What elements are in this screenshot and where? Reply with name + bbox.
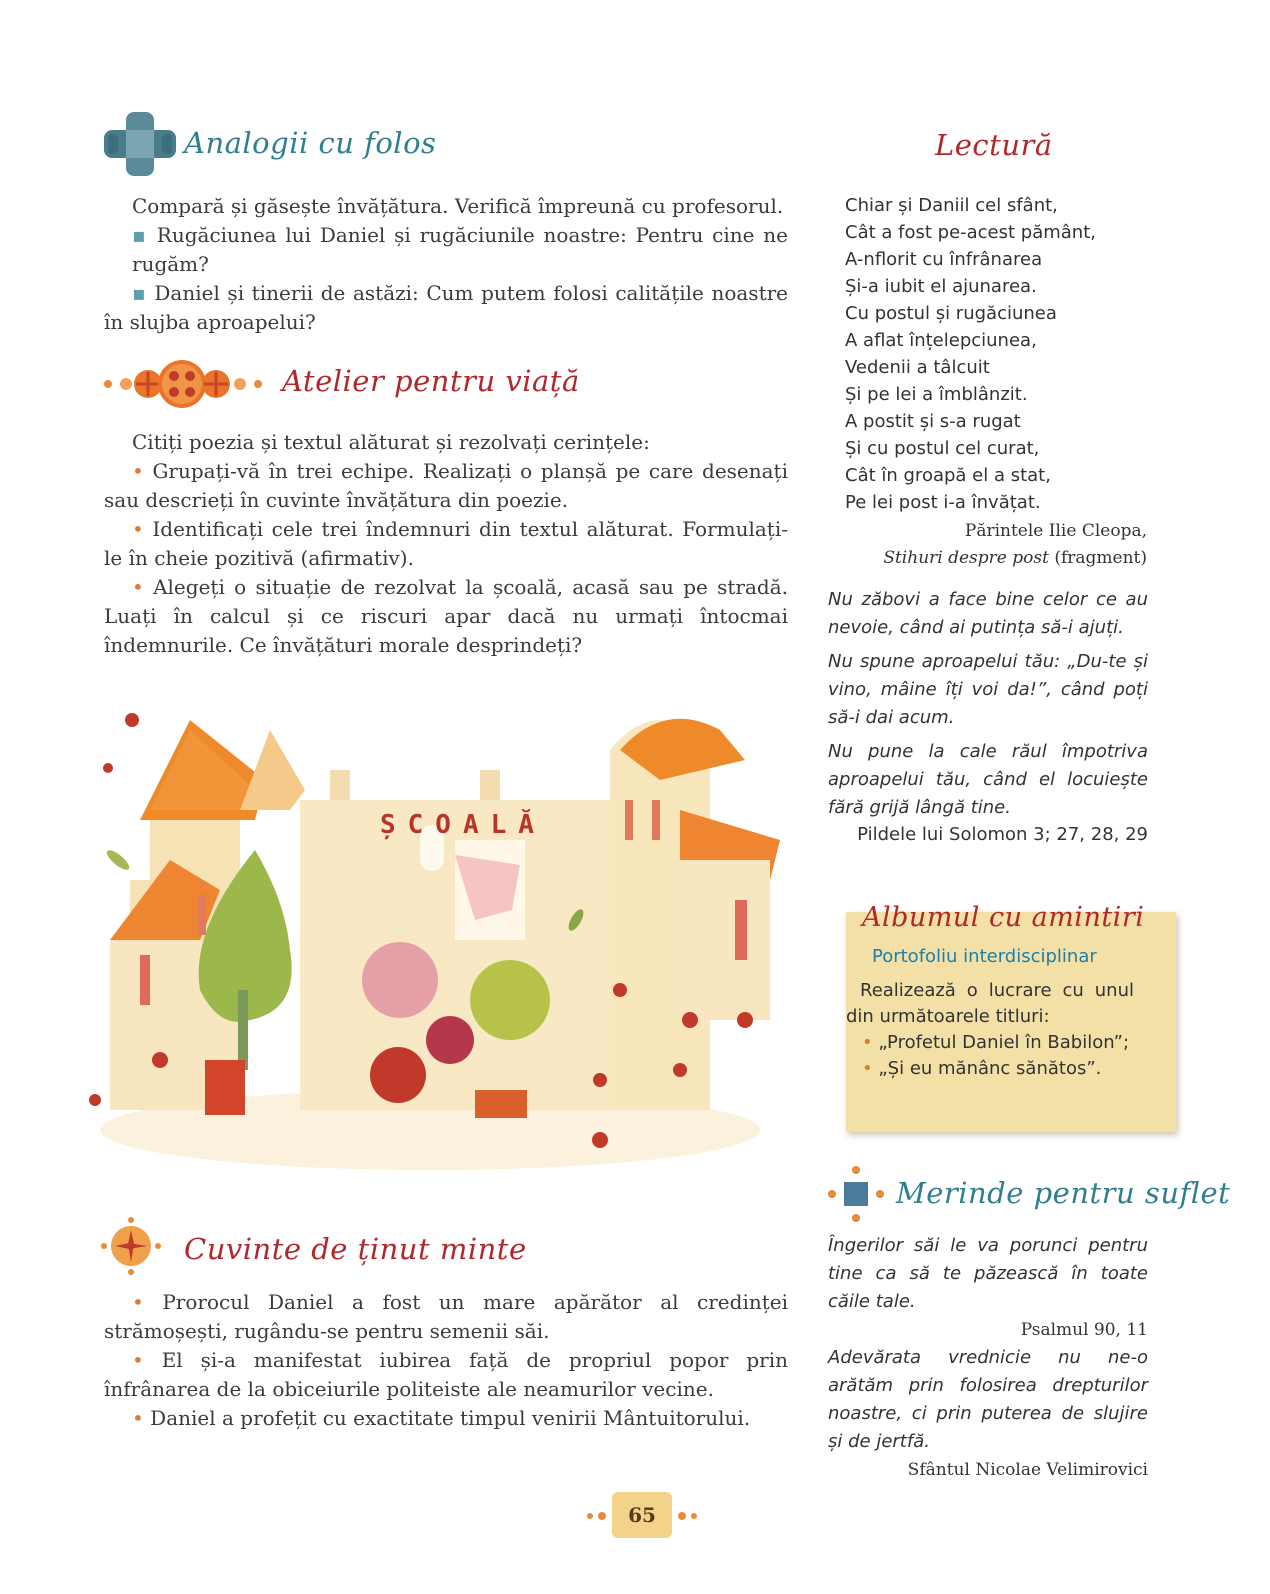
bullet-icon: • xyxy=(132,1406,151,1430)
album-subtitle: Portofoliu interdisciplinar xyxy=(872,946,1097,967)
proverb: Nu zăbovi a face bine celor ce au nevoie, când ai putința să-i ajuți. xyxy=(828,589,1148,638)
poem-line: A aflat înțelepciunea, xyxy=(845,330,1037,351)
list-item: • „Și eu mănânc sănătos”. xyxy=(862,1058,1102,1079)
merinde-quote: Îngerilor săi le va porunci pentru tine ca să te păzească în toate căile tale. xyxy=(828,1235,1148,1312)
analogii-icon xyxy=(104,112,176,176)
bullet-icon: ▪ xyxy=(132,281,155,305)
poem-line: A-nflorit cu înfrânarea xyxy=(845,249,1043,270)
atelier-intro: Citiți poezia și textul alăturat și rezolvați cerințele: xyxy=(132,430,650,454)
bullet-icon: • xyxy=(132,1290,163,1314)
cuvinte-ornament-icon xyxy=(100,1216,162,1276)
bullet-icon: • xyxy=(862,1032,879,1053)
poem-line: Chiar și Daniil cel sfânt, xyxy=(845,195,1058,216)
list-item: • Prorocul Daniel a fost un mare apărător al credinței strămoșești, rugându-se pentru semenii săi. xyxy=(104,1290,788,1343)
proverb: Nu spune aproapelui tău: „Du-te și vino, mâine îți voi da!”, când poți să-i dai acum. xyxy=(828,651,1148,728)
atelier-section xyxy=(104,428,788,660)
poem-author: Părintele Ilie Cleopa, xyxy=(964,521,1147,541)
list-item: • Grupați-vă în trei echipe. Realizați o planșă pe care desenați sau descrieți în cuvinte învățătura din poezie. xyxy=(104,459,788,512)
poem-line: Vedenii a tâlcuit xyxy=(845,357,990,378)
list-item: • Alegeți o situație de rezolvat la școală, acasă sau pe stradă. Luați în calcul și ce riscuri apar dacă nu urmați întocmai îndemnurile. Ce învățături morale desprindeți? xyxy=(104,575,788,657)
school-illustration xyxy=(80,690,790,1180)
merinde-ornament-icon xyxy=(826,1166,886,1222)
merinde-title: Merinde pentru suflet xyxy=(896,1176,1231,1210)
bullet-icon: • xyxy=(862,1058,879,1079)
album-list xyxy=(862,1030,1162,1082)
album-title: Albumul cu amintiri xyxy=(862,902,1145,933)
page-number: 65 xyxy=(612,1492,672,1538)
poem-work: Stihuri despre post xyxy=(883,548,1049,568)
poem-attribution xyxy=(845,518,1147,572)
bullet-icon: • xyxy=(132,1348,162,1372)
cuvinte-title: Cuvinte de ținut minte xyxy=(184,1232,527,1266)
list-item: • „Profetul Daniel în Babilon”; xyxy=(862,1032,1130,1053)
merinde-source: Psalmul 90, 11 xyxy=(1020,1320,1148,1340)
poem-line: Pe lei post i-a învățat. xyxy=(845,492,1041,513)
list-item: • Daniel a profețit cu exactitate timpul venirii Mântuitorului. xyxy=(132,1406,751,1430)
proverb: Nu pune la cale răul împotriva aproapelui tău, când el locuiește fără grijă lângă tine. xyxy=(828,741,1148,818)
list-item: ▪ Daniel și tinerii de astăzi: Cum putem folosi calitățile noastre în slujba aproapelui? xyxy=(104,281,789,334)
list-item: • Identificați cele trei îndemnuri din textul alăturat. Formulați-le în cheie pozitivă (afirmativ). xyxy=(104,517,788,570)
poem-work-suffix: (fragment) xyxy=(1048,548,1147,568)
bullet-icon: • xyxy=(132,575,154,599)
school-sign: ȘCOALĂ xyxy=(380,810,546,840)
analogii-title: Analogii cu folos xyxy=(184,126,437,160)
poem-line: Cât a fost pe-acest pământ, xyxy=(845,222,1096,243)
cuvinte-section xyxy=(104,1288,788,1433)
proverbs xyxy=(828,586,1148,845)
lectura-title: Lectură xyxy=(935,128,1053,162)
album-text: Realizează o lucrare cu unul din următoarele titluri: xyxy=(846,980,1134,1027)
poem-line: Și pe lei a îmblânzit. xyxy=(845,384,1028,405)
bullet-icon: ▪ xyxy=(132,223,157,247)
list-item: ▪ Rugăciunea lui Daniel și rugăciunile noastre: Pentru cine ne rugăm? xyxy=(132,223,788,276)
merinde-source: Sfântul Nicolae Velimirovici xyxy=(907,1460,1148,1480)
atelier-title: Atelier pentru viață xyxy=(282,364,580,398)
lectura-poem xyxy=(845,192,1150,516)
poem-line: Cât în groapă el a stat, xyxy=(845,465,1051,486)
analogii-intro: Compară și găsește învățătura. Verifică împreună cu profesorul. xyxy=(132,194,784,218)
atelier-ornament-icon xyxy=(102,356,272,412)
proverbs-source: Pildele lui Solomon 3; 27, 28, 29 xyxy=(857,824,1148,845)
poem-line: Și cu postul cel curat, xyxy=(845,438,1040,459)
bullet-icon: • xyxy=(132,517,153,541)
merinde-quote: Adevărata vrednicie nu ne-o arătăm prin folosirea drepturilor noastre, ci prin puterea de slujire și de jertfă. xyxy=(828,1347,1148,1452)
list-item: • El și-a manifestat iubirea față de propriul popor prin înfrânarea de la obiceiurile politeiste ale neamurilor vecine. xyxy=(104,1348,788,1401)
merinde-section xyxy=(828,1232,1148,1484)
poem-line: Și-a iubit el ajunarea. xyxy=(845,276,1037,297)
bullet-icon: • xyxy=(132,459,153,483)
poem-line: A postit și s-a rugat xyxy=(845,411,1021,432)
poem-line: Cu postul și rugăciunea xyxy=(845,303,1057,324)
analogii-section xyxy=(104,192,788,337)
